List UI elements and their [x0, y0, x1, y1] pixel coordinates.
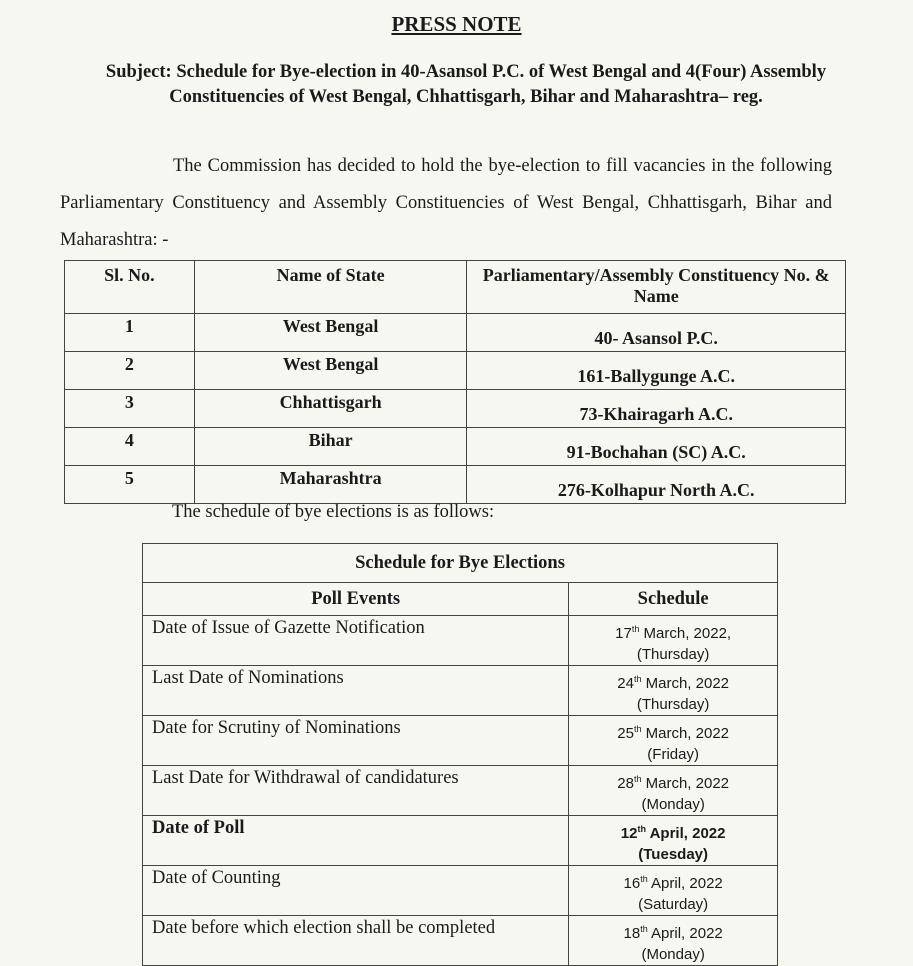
cell-state: Chhattisgarh	[194, 390, 467, 428]
col-header-constituency: Parliamentary/Assembly Constituency No. & Name	[467, 261, 846, 314]
table-row	[65, 466, 846, 504]
schedule-date: 16th April, 2022 (Saturday)	[569, 866, 778, 916]
cell-state: Bihar	[194, 428, 467, 466]
schedule-caption: Schedule for Bye Elections	[143, 544, 778, 583]
schedule-row	[143, 616, 778, 666]
cell-state: West Bengal	[194, 352, 467, 390]
intro-paragraph: The Commission has decided to hold the bye-election to fill vacancies in the following Parliamentary Constituency and Assembly Constituencies of West Bengal, Chhattisgarh, Bihar and Maharashtra: -	[60, 156, 832, 250]
schedule-date: 24th March, 2022 (Thursday)	[569, 666, 778, 716]
table-row	[65, 352, 846, 390]
cell-constituency: 40- Asansol P.C.	[467, 314, 846, 352]
poll-event: Date of Counting	[143, 866, 569, 916]
schedule-intro: The schedule of bye elections is as follows:	[172, 502, 495, 522]
poll-event: Date of Issue of Gazette Notification	[143, 616, 569, 666]
schedule-table	[142, 543, 778, 966]
cell-state: Maharashtra	[194, 466, 467, 504]
cell-constituency: 73-Khairagarh A.C.	[467, 390, 846, 428]
poll-event: Date before which election shall be completed	[143, 916, 569, 966]
schedule-row-poll	[143, 816, 778, 866]
schedule-date: 18th April, 2022 (Monday)	[569, 916, 778, 966]
cell-constituency: 161-Ballygunge A.C.	[467, 352, 846, 390]
cell-sl-no: 2	[65, 352, 195, 390]
table-row	[65, 390, 846, 428]
schedule-date: 12th April, 2022 (Tuesday)	[569, 816, 778, 866]
schedule-row	[143, 866, 778, 916]
schedule-row	[143, 666, 778, 716]
constituency-table	[64, 260, 846, 504]
schedule-date: 17th March, 2022, (Thursday)	[569, 616, 778, 666]
table-row	[65, 314, 846, 352]
cell-sl-no: 1	[65, 314, 195, 352]
table-row	[65, 428, 846, 466]
poll-event: Date of Poll	[143, 816, 569, 866]
poll-event: Last Date for Withdrawal of candidatures	[143, 766, 569, 816]
cell-sl-no: 4	[65, 428, 195, 466]
col-header-poll-events: Poll Events	[143, 583, 569, 616]
subject-line: Subject: Schedule for Bye-election in 40-Asansol P.C. of West Bengal and 4(Four) Assembly Constituencies of West Bengal, Chhattisgarh, Bihar and Maharashtra– reg.	[105, 62, 827, 107]
cell-sl-no: 3	[65, 390, 195, 428]
schedule-date: 25th March, 2022 (Friday)	[569, 716, 778, 766]
cell-constituency: 91-Bochahan (SC) A.C.	[467, 428, 846, 466]
col-header-sl-no: Sl. No.	[65, 261, 195, 314]
col-header-schedule: Schedule	[569, 583, 778, 616]
schedule-row	[143, 916, 778, 966]
schedule-row	[143, 766, 778, 816]
poll-event: Date for Scrutiny of Nominations	[143, 716, 569, 766]
col-header-state: Name of State	[194, 261, 467, 314]
poll-event: Last Date of Nominations	[143, 666, 569, 716]
schedule-date: 28th March, 2022 (Monday)	[569, 766, 778, 816]
press-note-title: PRESS NOTE	[391, 12, 522, 36]
table-header-row	[65, 261, 846, 314]
cell-state: West Bengal	[194, 314, 467, 352]
cell-constituency: 276-Kolhapur North A.C.	[467, 466, 846, 504]
schedule-row	[143, 716, 778, 766]
cell-sl-no: 5	[65, 466, 195, 504]
